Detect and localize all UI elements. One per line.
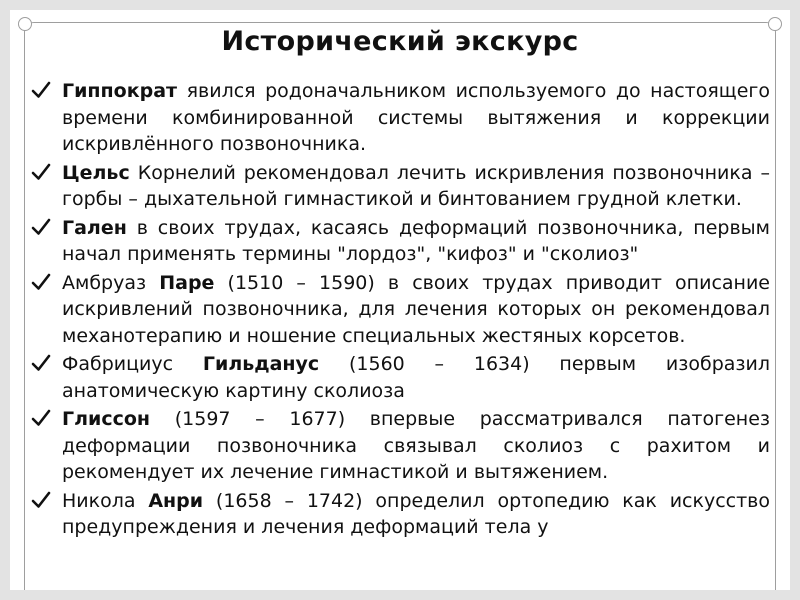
item-prefix: Фабрициус — [62, 353, 203, 375]
item-name: Гален — [62, 216, 127, 239]
history-list — [30, 78, 770, 543]
item-description: (1510 – 1590) в своих трудах приводит описание искривлений позвоночника, для лечения которых он рекомендовал механотерапию и ношение специальных жестяных корсетов. — [62, 271, 770, 347]
checkmark-icon — [30, 161, 52, 183]
list-item — [30, 160, 770, 213]
item-name: Глиссон — [62, 408, 151, 430]
item-description: Корнелий рекомендовал лечить искривления позвоночника – горбы – дыхательной гимнастикой и бинтованием грудной клетки. — [62, 161, 770, 210]
item-prefix: Амбруаз — [62, 271, 160, 294]
item-description: явился родоначальником используемого до настоящего времени комбинированной системы вытяжения и коррекции искривлённого позвоночника. — [62, 80, 770, 155]
checkmark-icon — [30, 216, 52, 238]
list-item — [30, 270, 770, 350]
list-item-text — [62, 78, 770, 158]
item-name: Паре — [159, 271, 215, 294]
item-name: Гильданус — [202, 353, 320, 375]
item-name: Анри — [148, 489, 204, 512]
list-item — [30, 488, 770, 541]
checkmark-icon — [30, 352, 52, 374]
item-name: Гиппократ — [62, 80, 178, 102]
list-item-text — [62, 406, 770, 486]
checkmark-icon — [30, 407, 52, 429]
list-item-text — [62, 270, 770, 350]
list-item-text — [62, 215, 770, 268]
list-item — [30, 406, 770, 486]
item-prefix: Никола — [62, 489, 149, 512]
list-item — [30, 351, 770, 404]
item-description: (1560 – 1634) первым изобразил анатомическую картину сколиоза — [62, 353, 771, 402]
item-description: (1597 – 1677) впервые рассматривался патогенез деформации позвоночника связывал сколиоз с рахитом и рекомендует их лечение гимнастикой и вытяжением. — [62, 408, 770, 483]
checkmark-icon — [30, 489, 52, 511]
item-description: (1658 – 1742) определил ортопедию как искусство предупреждения и лечения деформаций тела у — [62, 489, 770, 538]
list-item — [30, 78, 770, 158]
list-item — [30, 215, 770, 268]
list-item-text — [62, 351, 770, 404]
list-item-text — [62, 488, 770, 541]
item-name: Цельс — [62, 161, 130, 184]
list-item-text — [62, 160, 770, 213]
item-description: в своих трудах, касаясь деформаций позвоночника, первым начал применять термины "лордоз", "кифоз" и "сколиоз" — [62, 216, 770, 265]
slide-title: Исторический экскурс — [221, 26, 579, 57]
checkmark-icon — [30, 79, 52, 101]
checkmark-icon — [30, 271, 52, 293]
